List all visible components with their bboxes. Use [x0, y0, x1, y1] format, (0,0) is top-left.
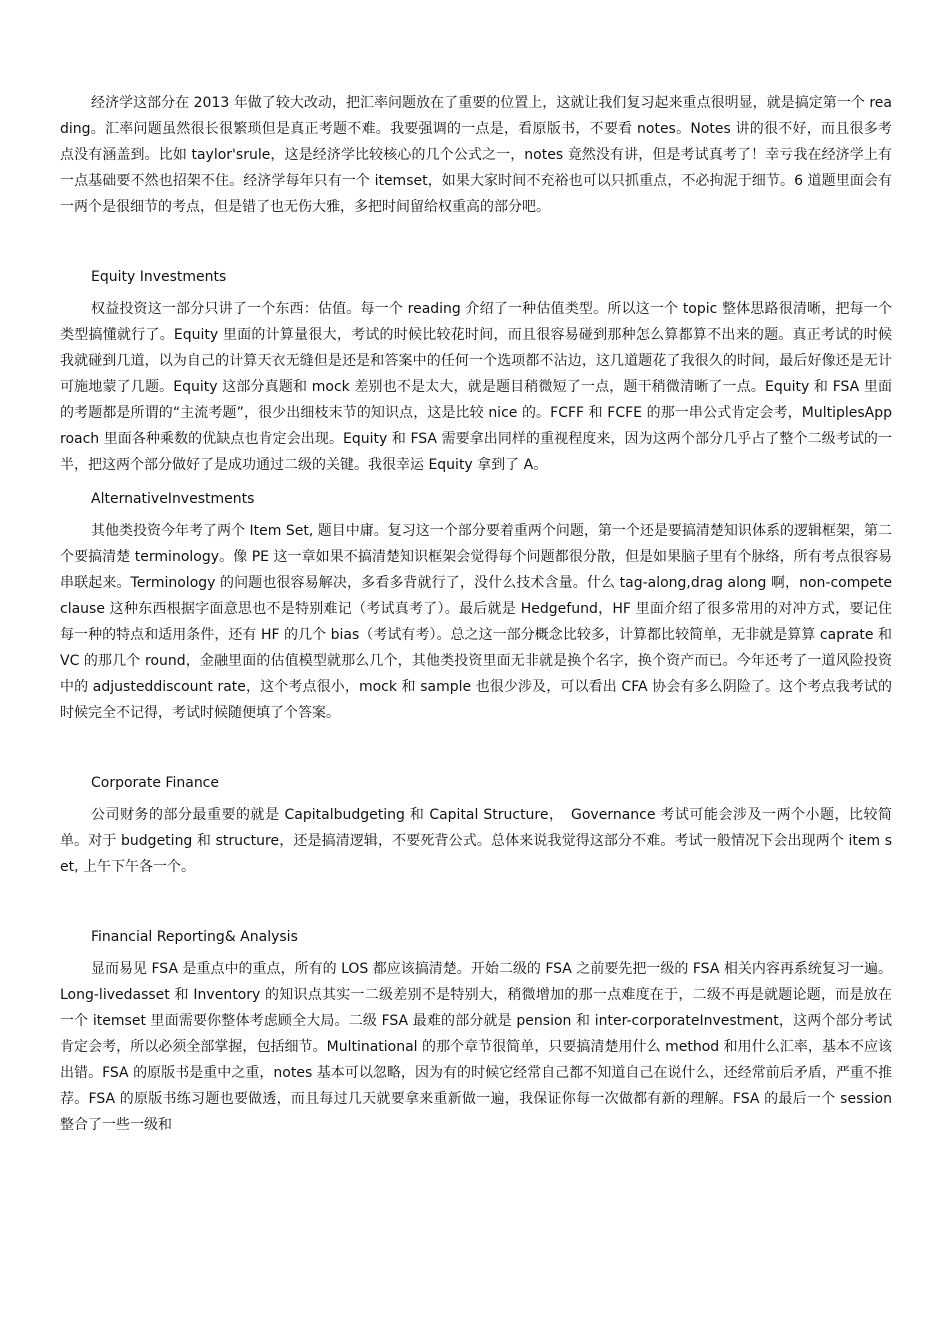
equity-investments-heading: Equity Investments: [91, 269, 227, 285]
financial-reporting-heading: Financial Reporting& Analysis: [91, 929, 298, 945]
spacer: [60, 726, 892, 770]
spacer: [60, 478, 892, 486]
corporate-finance-heading: Corporate Finance: [91, 775, 219, 791]
document-page: [60, 90, 892, 1138]
spacer: [60, 880, 892, 924]
financial-reporting-paragraph: 显而易见 FSA 是重点中的重点，所有的 LOS 都应该搞清楚。开始二级的 FSA 之前要先把一级的 FSA 相关内容再系统复习一遍。Long-livedasset 和 Inventory 的知识点其实一二级差别不是特别大，稍微增加的那一点难度在于，二级不再是就题论题，而是放在一个 itemset 里面需要你整体考虑顾全大局。二级 FSA 最难的部分就是 pension 和 inter-corporateInvestment，这两个部分考试肯定会考，所以必须全部掌握，包括细节。Multinational 的那个章节很简单，只要搞清楚用什么 method 和用什么汇率，基本不应该出错。FSA 的原版书是重中之重，notes 基本可以忽略，因为有的时候它经常自己都不知道自己在说什么，还经常前后矛盾，严重不推荐。FSA 的原版书练习题也要做透，而且每过几天就要拿来重新做一遍，我保证你每一次做都有新的理解。FSA 的最后一个 session 整合了一些一级和: [60, 961, 892, 1133]
economics-paragraph: 经济学这部分在 2013 年做了较大改动，把汇率问题放在了重要的位置上，这就让我们复习起来重点很明显，就是搞定第一个 reading。汇率问题虽然很长很繁琐但是真正考题不难。我要强调的一点是，看原版书，不要看 notes。Notes 讲的很不好，而且很多考点没有涵盖到。比如 taylor'srule，这是经济学比较核心的几个公式之一，notes 竟然没有讲，但是考试真考了！幸亏我在经济学上有一点基础要不然也招架不住。经济学每年只有一个 itemset，如果大家时间不充裕也可以只抓重点，不必拘泥于细节。6 道题里面会有一两个是很细节的考点，但是错了也无伤大雅，多把时间留给权重高的部分吧。: [60, 95, 892, 215]
equity-investments-paragraph: 权益投资这一部分只讲了一个东西：估值。每一个 reading 介绍了一种估值类型。所以这一个 topic 整体思路很清晰，把每一个类型搞懂就行了。Equity 里面的计算量很大，考试的时候比较花时间，而且很容易碰到那种怎么算都算不出来的题。真正考试的时候我就碰到几道，以为自己的计算天衣无缝但是还是和答案中的任何一个选项都不沾边，这几道题花了我很久的时间，最后好像还是无计可施地蒙了几题。Equity 这部分真题和 mock 差别也不是太大，就是题目稍微短了一点，题干稍微清晰了一点。Equity 和 FSA 里面的考题都是所谓的“主流考题”，很少出细枝末节的知识点，这是比较 nice 的。FCFF 和 FCFE 的那一串公式肯定会考，MultiplesApproach 里面各种乘数的优缺点也肯定会出现。Equity 和 FSA 需要拿出同样的重视程度来，因为这两个部分几乎占了整个二级考试的一半，把这两个部分做好了是成功通过二级的关键。我很幸运 Equity 拿到了 A。: [60, 301, 892, 473]
alternative-investments-paragraph: 其他类投资今年考了两个 Item Set, 题目中庸。复习这一个部分要着重两个问题，第一个还是要搞清楚知识体系的逻辑框架，第二个要搞清楚 terminology。像 PE 这一章如果不搞清楚知识框架会觉得每个问题都很分散，但是如果脑子里有个脉络，所有考点很容易串联起来。Terminology 的问题也很容易解决，多看多背就行了，没什么技术含量。什么 tag-along,drag along 啊，non-compete clause 这种东西根据字面意思也不是特别难记（考试真考了）。最后就是 Hedgefund，HF 里面介绍了很多常用的对冲方式，要记住每一种的特点和适用条件，还有 HF 的几个 bias（考试有考）。总之这一部分概念比较多，计算都比较简单，无非就是算算 caprate 和 VC 的那几个 round，金融里面的估值模型就那么几个，其他类投资里面无非就是换个名字，换个资产而已。今年还考了一道风险投资中的 adjusteddiscount rate，这个考点很小，mock 和 sample 也很少涉及，可以看出 CFA 协会有多么阴险了。这个考点我考试的时候完全不记得，考试时候随便填了个答案。: [60, 523, 892, 721]
corporate-finance-paragraph: 公司财务的部分最重要的就是 Capitalbudgeting 和 Capital Structure， Governance 考试可能会涉及一两个小题，比较简单。对于 budgeting 和 structure，还是搞清逻辑，不要死背公式。总体来说我觉得这部分不难。考试一般情况下会出现两个 item set, 上午下午各一个。: [60, 807, 892, 875]
spacer: [60, 220, 892, 264]
alternative-investments-heading: AlternativeInvestments: [91, 491, 255, 507]
